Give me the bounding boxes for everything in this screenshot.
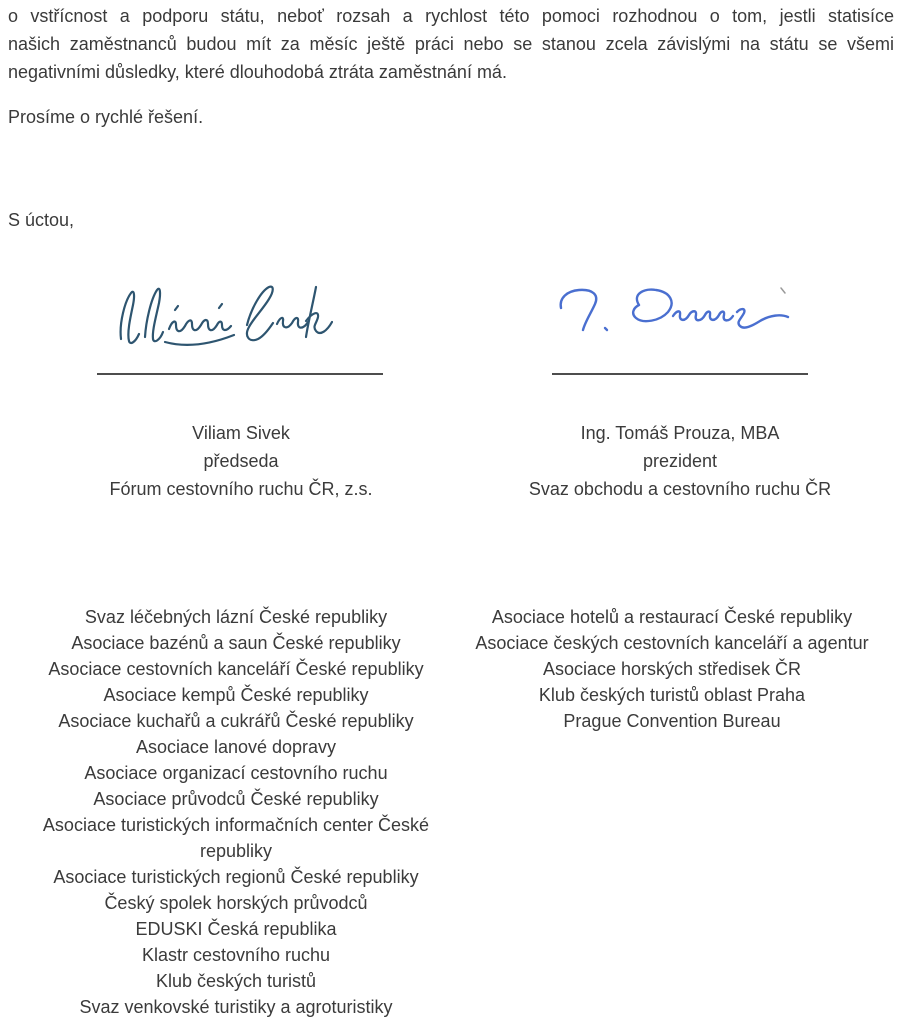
salutation: S úctou,	[8, 210, 75, 230]
body-paragraph	[8, 2, 894, 86]
organization-item: Asociace horských středisek ČR	[542, 659, 802, 679]
signatory-title: předseda	[203, 451, 279, 471]
organization-item: Prague Convention Bureau	[563, 711, 781, 731]
organization-item: Svaz léčebných lázní České republiky	[84, 607, 388, 627]
organizations-list-right	[447, 604, 897, 734]
signatory-name: Ing. Tomáš Prouza, MBA	[580, 423, 780, 443]
organization-item: Asociace turistických regionů České republiky	[53, 867, 419, 887]
signatory-name: Viliam Sivek	[192, 423, 290, 443]
organization-item: Asociace českých cestovních kanceláří a agentur	[475, 633, 869, 653]
organization-item: Asociace hotelů a restaurací České republiky	[491, 607, 853, 627]
paragraph-line: našich zaměstnanců budou mít za měsíc ještě práci nebo se stanou zcela závislými na státu se všemi	[8, 34, 894, 54]
stray-pen-mark	[781, 288, 785, 293]
organization-item: Klastr cestovního ruchu	[141, 945, 331, 965]
organization-item: Svaz venkovské turistiky a agroturistiky	[79, 997, 393, 1017]
organization-item: Asociace kuchařů a cukrářů České republiky	[58, 711, 414, 731]
signature-rule-right	[552, 373, 808, 375]
paragraph-line: negativními důsledky, které dlouhodobá ztráta zaměstnání má.	[8, 62, 507, 82]
signature-rule-left	[97, 373, 383, 375]
signatory-organization: Fórum cestovního ruchu ČR, z.s.	[109, 479, 373, 499]
organization-item: Český spolek horských průvodců	[104, 893, 368, 913]
signature-tomas-prouza	[551, 284, 793, 344]
organization-item: Asociace průvodců České republiky	[93, 789, 379, 809]
organization-item: Klub českých turistů oblast Praha	[538, 685, 806, 705]
organization-item: EDUSKI Česká republika	[135, 919, 337, 939]
organization-item: Asociace bazénů a saun České republiky	[71, 633, 401, 653]
signatory-block-left	[41, 419, 441, 503]
organization-item: Asociace turistických informačních center České republiky	[42, 815, 430, 861]
paragraph-line: o vstřícnost a podporu státu, neboť rozsah a rychlost této pomoci rozhodnou o tom, jestli statisíce	[8, 6, 894, 26]
organization-item: Asociace kempů České republiky	[103, 685, 369, 705]
signatory-organization: Svaz obchodu a cestovního ruchu ČR	[528, 479, 832, 499]
signature-viliam-sivek	[115, 279, 333, 363]
organization-item: Asociace cestovních kanceláří České republiky	[48, 659, 424, 679]
request-line: Prosíme o rychlé řešení.	[8, 107, 204, 127]
organization-item: Klub českých turistů	[155, 971, 317, 991]
organization-item: Asociace lanové dopravy	[135, 737, 337, 757]
organization-item: Asociace organizací cestovního ruchu	[84, 763, 388, 783]
signatory-block-right	[480, 419, 880, 503]
signatory-title: prezident	[642, 451, 718, 471]
organizations-list-left	[12, 604, 460, 1020]
